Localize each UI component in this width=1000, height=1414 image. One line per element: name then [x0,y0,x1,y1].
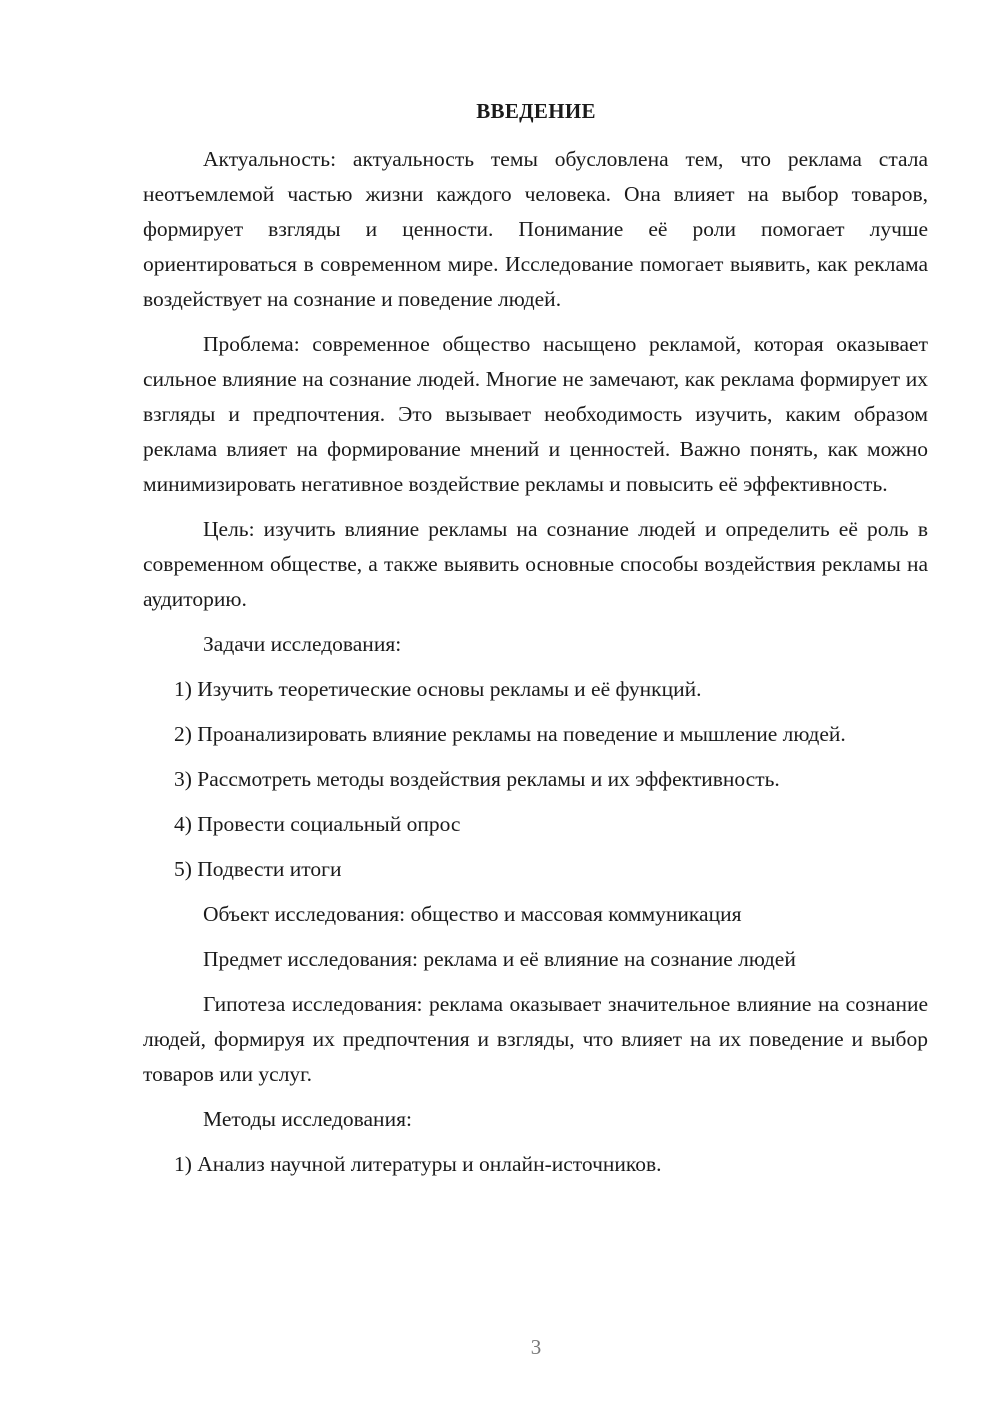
tasks-heading: Задачи исследования: [203,632,402,656]
task-item-4: 4) Провести социальный опрос [174,812,461,836]
paragraph-object: Объект исследования: общество и массовая коммуникация [203,902,742,926]
task-item-5: 5) Подвести итоги [174,857,342,881]
page-number: 3 [530,1335,542,1359]
paragraph-relevance: Актуальность: актуальность темы обусловлена тем, что реклама стала неотъемлемой частью жизни каждого человека. Она влияет на выбор товаров, формирует взгляды и ценности. Понимание её роли помогает лучше ориентироваться в современном мире. Исследование помогает выявить, как реклама воздействует на сознание и поведение людей. [143,147,928,311]
page-title: ВВЕДЕНИЕ [476,99,596,123]
task-item-1: 1) Изучить теоретические основы рекламы и её функций. [174,677,702,701]
task-item-2: 2) Проанализировать влияние рекламы на поведение и мышление людей. [174,722,846,746]
method-item-1: 1) Анализ научной литературы и онлайн-источников. [174,1152,662,1176]
paragraph-problem: Проблема: современное общество насыщено рекламой, которая оказывает сильное влияние на сознание людей. Многие не замечают, как реклама формирует их взгляды и предпочтения. Это вызывает необходимость изучить, каким образом реклама влияет на формирование мнений и ценностей. Важно понять, как можно минимизировать негативное воздействие рекламы и повысить её эффективность. [143,332,928,496]
paragraph-subject: Предмет исследования: реклама и её влияние на сознание людей [203,947,796,971]
body-text [143,142,928,1192]
methods-heading: Методы исследования: [203,1107,412,1131]
task-item-3: 3) Рассмотреть методы воздействия рекламы и их эффективность. [174,767,780,791]
paragraph-hypothesis: Гипотеза исследования: реклама оказывает значительное влияние на сознание людей, формируя их предпочтения и взгляды, что влияет на их поведение и выбор товаров или услуг. [143,992,928,1086]
paragraph-goal: Цель: изучить влияние рекламы на сознание людей и определить её роль в современном обществе, а также выявить основные способы воздействия рекламы на аудиторию. [143,517,928,611]
